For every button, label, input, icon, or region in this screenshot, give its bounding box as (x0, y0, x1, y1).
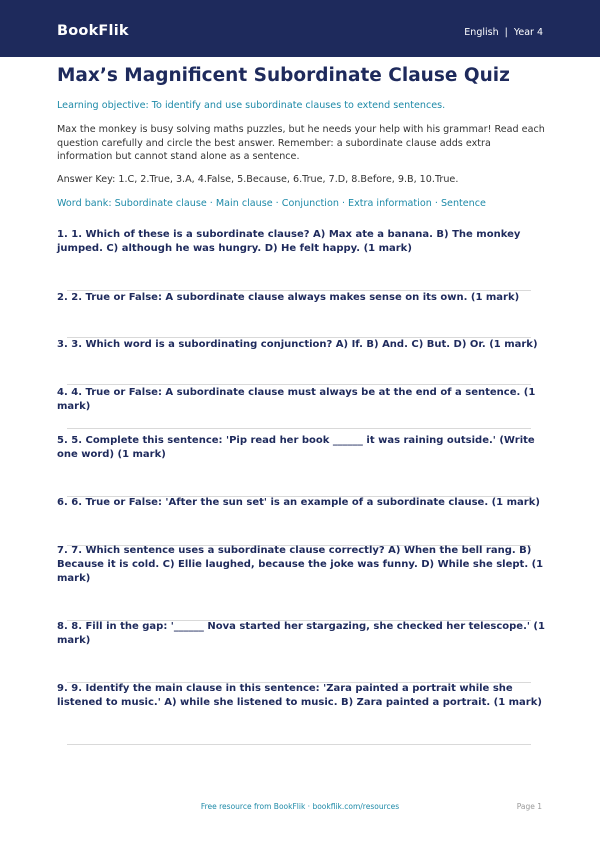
answer-key: Answer Key: 1.C, 2.True, 3.A, 4.False, 5.Because, 6.True, 7.D, 8.Before, 9.B, 10.True. (57, 174, 459, 185)
question-4: 4. 4. True or False: A subordinate clause must always be at the end of a sentence. (1 mark) (57, 387, 536, 412)
page-number: Page 1 (516, 802, 542, 811)
word-bank: Word bank: Subordinate clause · Main clause · Conjunction · Extra information · Sentence (57, 198, 486, 209)
page-title: Max’s Magnificent Subordinate Clause Quiz (57, 65, 510, 86)
answer-line-3[interactable] (67, 384, 531, 385)
question-2: 2. 2. True or False: A subordinate clause always makes sense on its own. (1 mark) (57, 292, 520, 303)
footer-link[interactable]: Free resource from BookFlik · bookflik.com/resources (200, 802, 400, 811)
question-3: 3. 3. Which word is a subordinating conjunction? A) If. B) And. C) But. D) Or. (1 mark) (57, 339, 538, 350)
question-5: 5. 5. Complete this sentence: 'Pip read her book ______ it was raining outside.' (Write one word) (1 mark) (57, 435, 535, 460)
learning-objective: Learning objective: To identify and use subordinate clauses to extend sentences. (57, 100, 446, 111)
answer-line-4[interactable] (67, 428, 531, 429)
question-8: 8. 8. Fill in the gap: '______ Nova started her stargazing, she checked her telescope.' (1 mark) (57, 621, 545, 646)
year-label: Year 4 (513, 27, 543, 38)
question-7: 7. 7. Which sentence uses a subordinate clause correctly? A) When the bell rang. B) Because it is cold. C) Ellie laughed, because the joke was funny. D) While she slept. (1 mark) (57, 545, 544, 584)
separator: | (504, 27, 508, 38)
subject-year (464, 26, 543, 40)
question-1: 1. 1. Which of these is a subordinate clause? A) Max ate a banana. B) The monkey jumped. C) although he was hungry. D) He felt happy. (1 mark) (57, 229, 521, 254)
question-6: 6. 6. True or False: 'After the sun set' is an example of a subordinate clause. (1 mark) (57, 497, 540, 508)
question-9: 9. 9. Identify the main clause in this sentence: 'Zara painted a portrait while she listened to music.' A) while she listened to music. B) Zara painted a portrait. (1 mark) (57, 683, 542, 708)
answer-line-9[interactable] (67, 744, 531, 745)
header-bar (0, 0, 600, 57)
subject-label: English (464, 27, 499, 38)
intro-text: Max the monkey is busy solving maths puzzles, but he needs your help with his grammar! Read each question carefully and circle the best answer. Remember: a subordinate clause adds extra information but cannot stand alone as a sentence. (57, 124, 545, 162)
brand-logo[interactable]: BookFlik (57, 23, 129, 39)
